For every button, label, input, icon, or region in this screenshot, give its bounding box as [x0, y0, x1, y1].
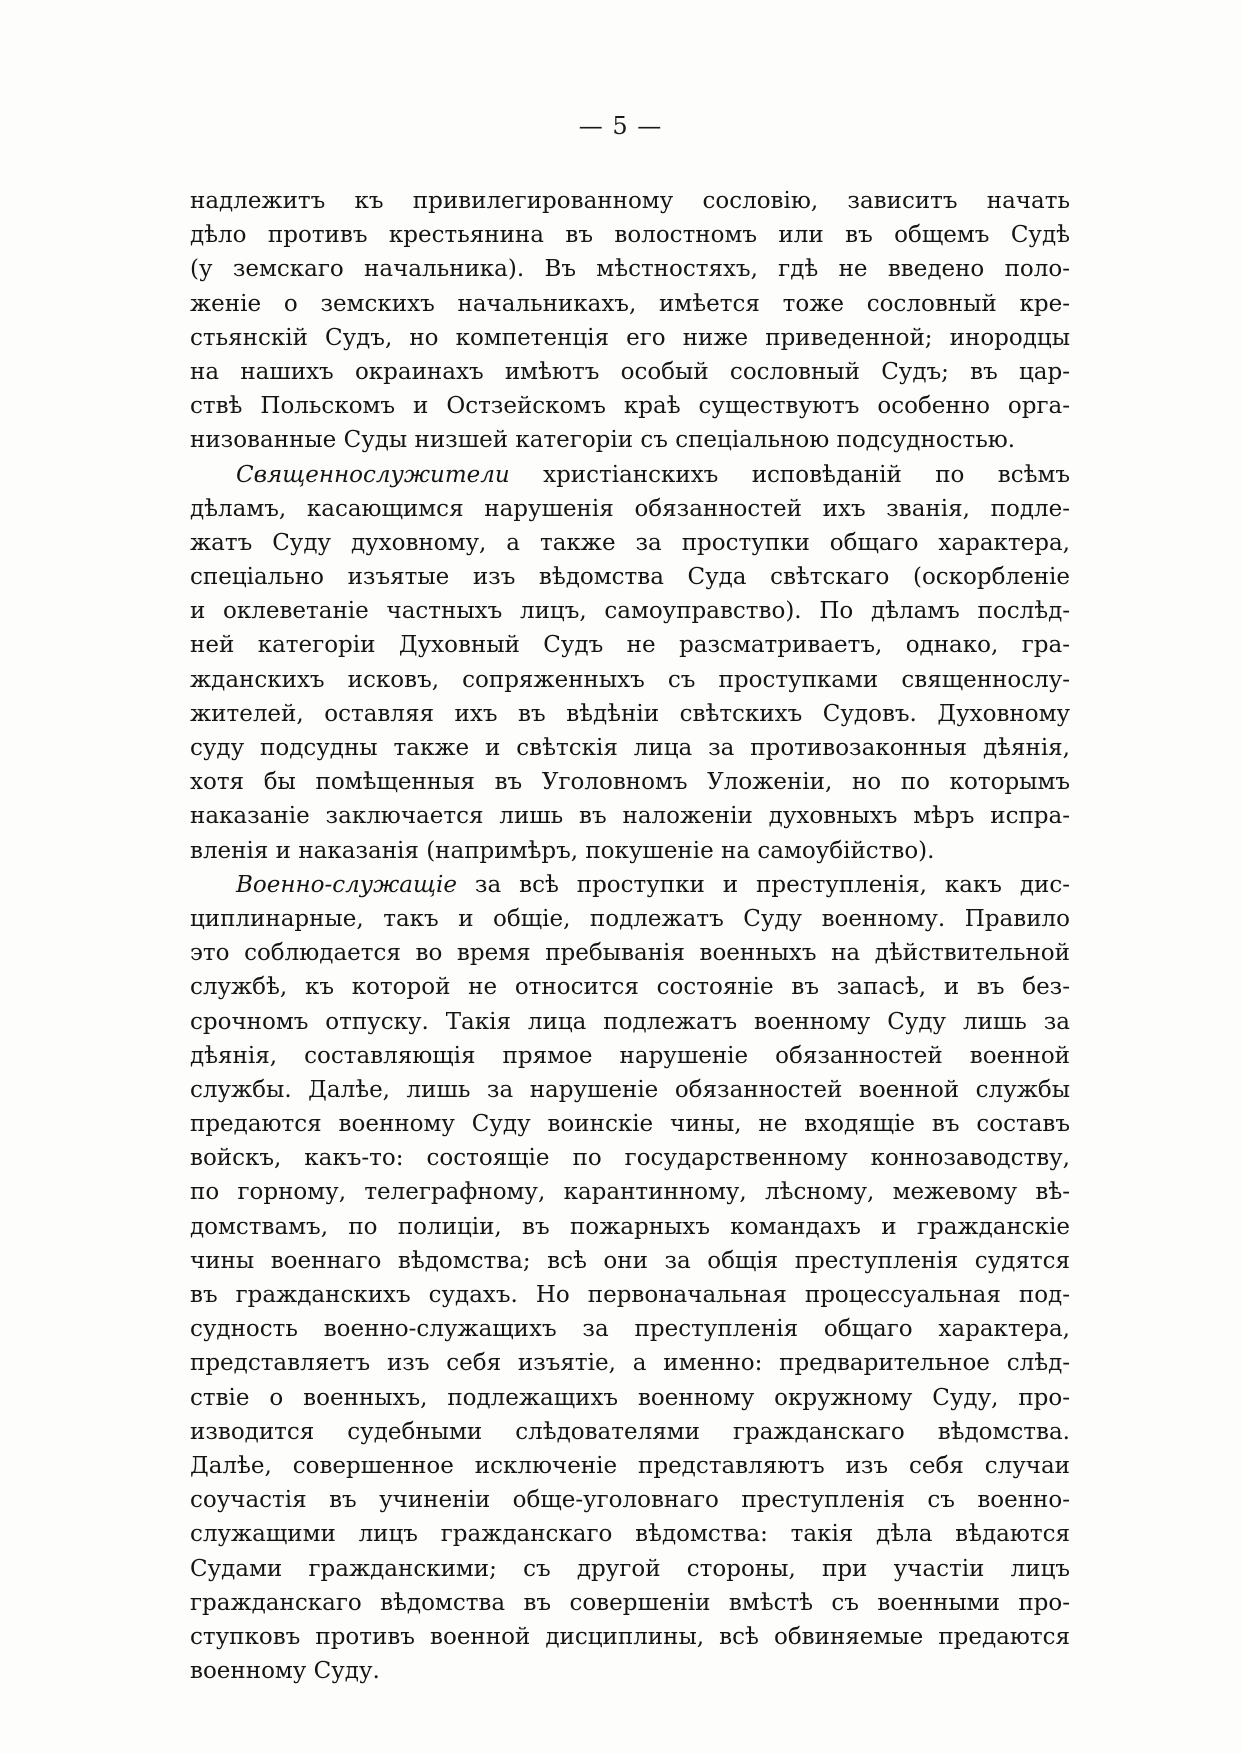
paragraph	[190, 458, 1070, 868]
line-text: представляетъ изъ себя изъятіе, а именно: предварительное слѣд-	[190, 1350, 1070, 1377]
line-text: гражданскаго вѣдомства въ совершеніи вмѣстѣ съ военными про-	[190, 1589, 1070, 1616]
text-line	[190, 628, 1070, 662]
text-line	[190, 560, 1070, 594]
text-line	[190, 389, 1070, 423]
line-text: надлежитъ къ привилегированному сословію, зависитъ начать	[190, 188, 1070, 214]
line-text: наказаніе заключается лишь въ наложеніи духовныхъ мѣръ испра-	[190, 803, 1070, 830]
line-text: ствіе о военныхъ, подлежащихъ военному окружному Суду, про-	[190, 1384, 1070, 1411]
text-line	[190, 868, 1070, 902]
line-text: за всѣ проступки и преступленія, какъ дис-	[457, 871, 1070, 898]
text-line	[190, 321, 1070, 355]
text-line	[190, 355, 1070, 389]
text-line	[190, 492, 1070, 526]
line-text: циплинарные, такъ и общіе, подлежатъ Суду военному. Правило	[190, 905, 1070, 932]
line-text: службы. Далѣе, лишь за нарушеніе обязанностей военной службы	[190, 1076, 1070, 1103]
text-line	[190, 1517, 1070, 1551]
text-line	[190, 834, 1070, 868]
text-line	[190, 1210, 1070, 1244]
body-text	[190, 184, 1070, 1688]
text-line	[190, 1586, 1070, 1620]
text-line	[190, 1483, 1070, 1517]
text-line	[190, 252, 1070, 286]
text-line	[190, 765, 1070, 799]
line-text: низованные Суды низшей категоріи съ спеціальною подсудностью.	[190, 427, 1016, 454]
text-line	[190, 1107, 1070, 1141]
text-line	[190, 799, 1070, 833]
line-text: жданскихъ исковъ, сопряженныхъ съ проступками священнослу-	[190, 666, 1070, 693]
page-number: — 5 —	[578, 112, 663, 140]
text-line	[190, 1175, 1070, 1209]
text-line	[190, 936, 1070, 970]
line-text: женіе о земскихъ начальникахъ, имѣется тоже сословный кре-	[190, 290, 1070, 317]
line-text: домствамъ, по полиціи, въ пожарныхъ командахъ и гражданскіе	[190, 1213, 1070, 1240]
text-line	[190, 184, 1070, 218]
text-line	[190, 594, 1070, 628]
text-line	[190, 731, 1070, 765]
line-text: на нашихъ окраинахъ имѣютъ особый сословный Судъ; въ цар-	[190, 358, 1070, 385]
text-line	[190, 1381, 1070, 1415]
line-text: Судами гражданскими; съ другой стороны, при участіи лицъ	[190, 1555, 1070, 1582]
text-line	[190, 526, 1070, 560]
line-text: въ гражданскихъ судахъ. Но первоначальная процессуальная под-	[190, 1282, 1070, 1308]
line-text: по горному, телеграфному, карантинному, лѣсному, межевому вѣ-	[190, 1179, 1070, 1206]
line-text: ней категоріи Духовный Судъ не разсматриваетъ, однако, гра-	[190, 632, 1070, 659]
text-line	[190, 1073, 1070, 1107]
text-line	[190, 663, 1070, 697]
text-line	[190, 1654, 1070, 1688]
line-text: срочномъ отпуску. Такія лица подлежатъ военному Суду лишь за	[190, 1008, 1070, 1035]
line-text: изводится судебными слѣдователями гражданскаго вѣдомства.	[190, 1418, 1070, 1445]
line-text: военному Суду.	[190, 1658, 380, 1685]
text-line	[190, 287, 1070, 321]
line-text: служащими лицъ гражданскаго вѣдомства: такія дѣла вѣдаются	[190, 1521, 1070, 1548]
paragraph	[190, 184, 1070, 458]
text-line	[190, 458, 1070, 492]
text-line	[190, 1346, 1070, 1380]
line-text: предаются военному Суду воинскіе чины, не входящіе въ составъ	[190, 1111, 1070, 1138]
line-text: дѣянія, составляющія прямое нарушеніе обязанностей военной	[190, 1042, 1070, 1069]
line-text: хотя бы помѣщенныя въ Уголовномъ Уложеніи, но по которымъ	[190, 769, 1070, 796]
text-line	[190, 1312, 1070, 1346]
line-text: Далѣе, совершенное исключеніе представляютъ изъ себя случаи	[190, 1452, 1070, 1479]
line-text: и оклеветаніе частныхъ лицъ, самоуправство). По дѣламъ послѣд-	[190, 598, 1070, 625]
text-line	[190, 1278, 1070, 1312]
line-text: службѣ, къ которой не относится состояніе въ запасѣ, и въ без-	[190, 974, 1070, 1001]
line-text: это соблюдается во время пребыванія военныхъ на дѣйствительной	[190, 940, 1070, 967]
line-text: жителей, оставляя ихъ въ вѣдѣніи свѣтскихъ Судовъ. Духовному	[190, 700, 1070, 727]
line-text: вленія и наказанія (напримѣръ, покушеніе на самоубійство).	[190, 837, 935, 864]
line-text: суду подсудны также и свѣтскія лица за противозаконныя дѣянія,	[190, 735, 1070, 761]
line-text: ступковъ противъ военной дисциплины, всѣ обвиняемые предаются	[190, 1623, 1070, 1650]
text-line	[190, 1141, 1070, 1175]
text-line	[190, 697, 1070, 731]
line-text: христіанскихъ исповѣданій по всѣмъ	[509, 461, 1070, 488]
line-text: чины военнаго вѣдомства; всѣ они за общія преступленія судятся	[190, 1247, 1070, 1274]
line-text: соучастія въ учиненіи обще-уголовнаго преступленія съ военно-	[190, 1487, 1070, 1514]
text-line	[190, 970, 1070, 1004]
text-line	[190, 1039, 1070, 1073]
text-line	[190, 1552, 1070, 1586]
text-line	[190, 423, 1070, 457]
text-line	[190, 1415, 1070, 1449]
text-line	[190, 1244, 1070, 1278]
line-text: войскъ, какъ-то: состоящіе по государственному коннозаводству,	[190, 1145, 1070, 1172]
text-line	[190, 1449, 1070, 1483]
paragraph	[190, 868, 1070, 1689]
line-text: ствѣ Польскомъ и Остзейскомъ краѣ существуютъ особенно орга-	[190, 393, 1070, 420]
line-text: стьянскій Судъ, но компетенція его ниже приведенной; инородцы	[190, 324, 1070, 351]
line-text: спеціально изъятые изъ вѣдомства Суда свѣтскаго (оскорбленіе	[190, 564, 1070, 591]
line-text: дѣламъ, касающимся нарушенія обязанностей ихъ званія, подле-	[190, 495, 1070, 522]
text-line	[190, 218, 1070, 252]
italic-term: Священнослужители	[236, 461, 510, 488]
line-text: дѣло противъ крестьянина въ волостномъ или въ общемъ Судѣ	[190, 222, 1070, 249]
text-line	[190, 1620, 1070, 1654]
line-text: судность военно-служащихъ за преступленія общаго характера,	[190, 1316, 1070, 1343]
italic-term: Военно-служащіе	[236, 871, 457, 898]
text-line	[190, 902, 1070, 936]
text-line	[190, 1005, 1070, 1039]
line-text: жатъ Суду духовному, а также за проступки общаго характера,	[190, 529, 1070, 556]
line-text: (у земскаго начальника). Въ мѣстностяхъ, гдѣ не введено поло-	[190, 256, 1070, 283]
